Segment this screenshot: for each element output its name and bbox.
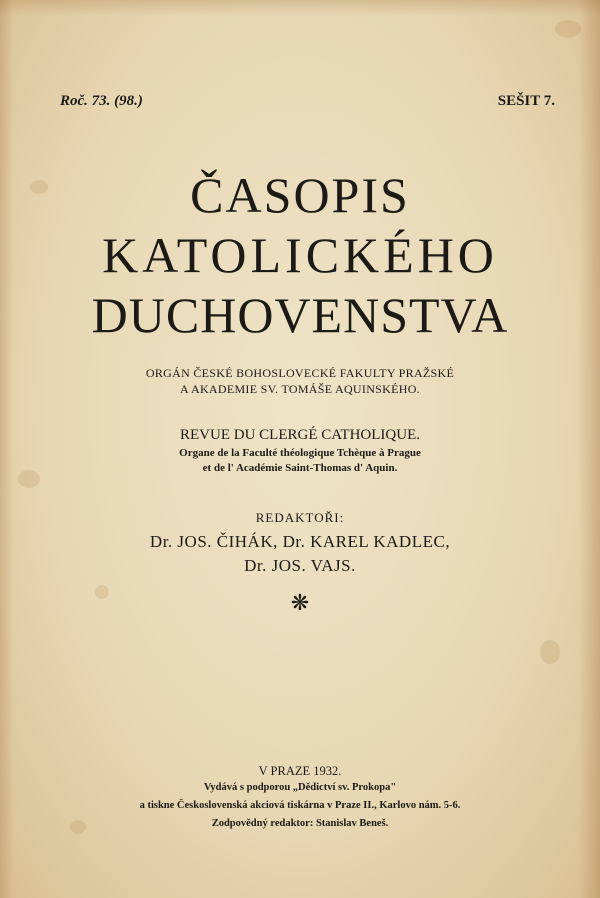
french-line-1: Organe de la Faculté théologique Tchèque à Prague — [179, 447, 421, 459]
paper-stain — [555, 20, 581, 38]
publisher-line-1: Vydává s podporou „Dědictví sv. Prokopa" — [203, 782, 397, 793]
editors-line-2: Dr. JOS. VAJS. — [244, 556, 356, 575]
editors-label: REDAKTOŘI: — [255, 510, 345, 525]
paper-edge-top — [0, 0, 600, 16]
title-line-1: ČASOPIS — [190, 167, 410, 223]
paper-stain — [540, 640, 560, 664]
french-line-2: et de l' Académie Saint-Thomas d' Aquin. — [202, 462, 398, 474]
organ-line-1: ORGÁN ČESKÉ BOHOSLOVECKÉ FAKULTY PRAŽSKÉ — [145, 366, 455, 380]
title-line-3: DUCHOVENSTVA — [91, 287, 509, 343]
ornament-icon: ❋ — [290, 590, 310, 615]
volume-number: Roč. 73. (98.) — [60, 93, 143, 109]
french-title: REVUE DU CLERGÉ CATHOLIQUE. — [180, 427, 420, 443]
place-date: V PRAZE 1932. — [258, 764, 342, 778]
responsible-editor: Zodpovědný redaktor: Stanislav Beneš. — [211, 818, 389, 829]
issue-number: SEŠIT 7. — [497, 93, 555, 109]
editors-line-1: Dr. JOS. ČIHÁK, Dr. KAREL KADLEC, — [149, 532, 451, 551]
organ-line-2: A AKADEMIE SV. TOMÁŠE AQUINSKÉHO. — [180, 382, 420, 396]
title-line-2: KATOLICKÉHO — [102, 227, 498, 283]
publisher-line-2: a tiskne Československá akciová tiskárna v Praze II., Karlovo nám. 5-6. — [139, 800, 461, 811]
